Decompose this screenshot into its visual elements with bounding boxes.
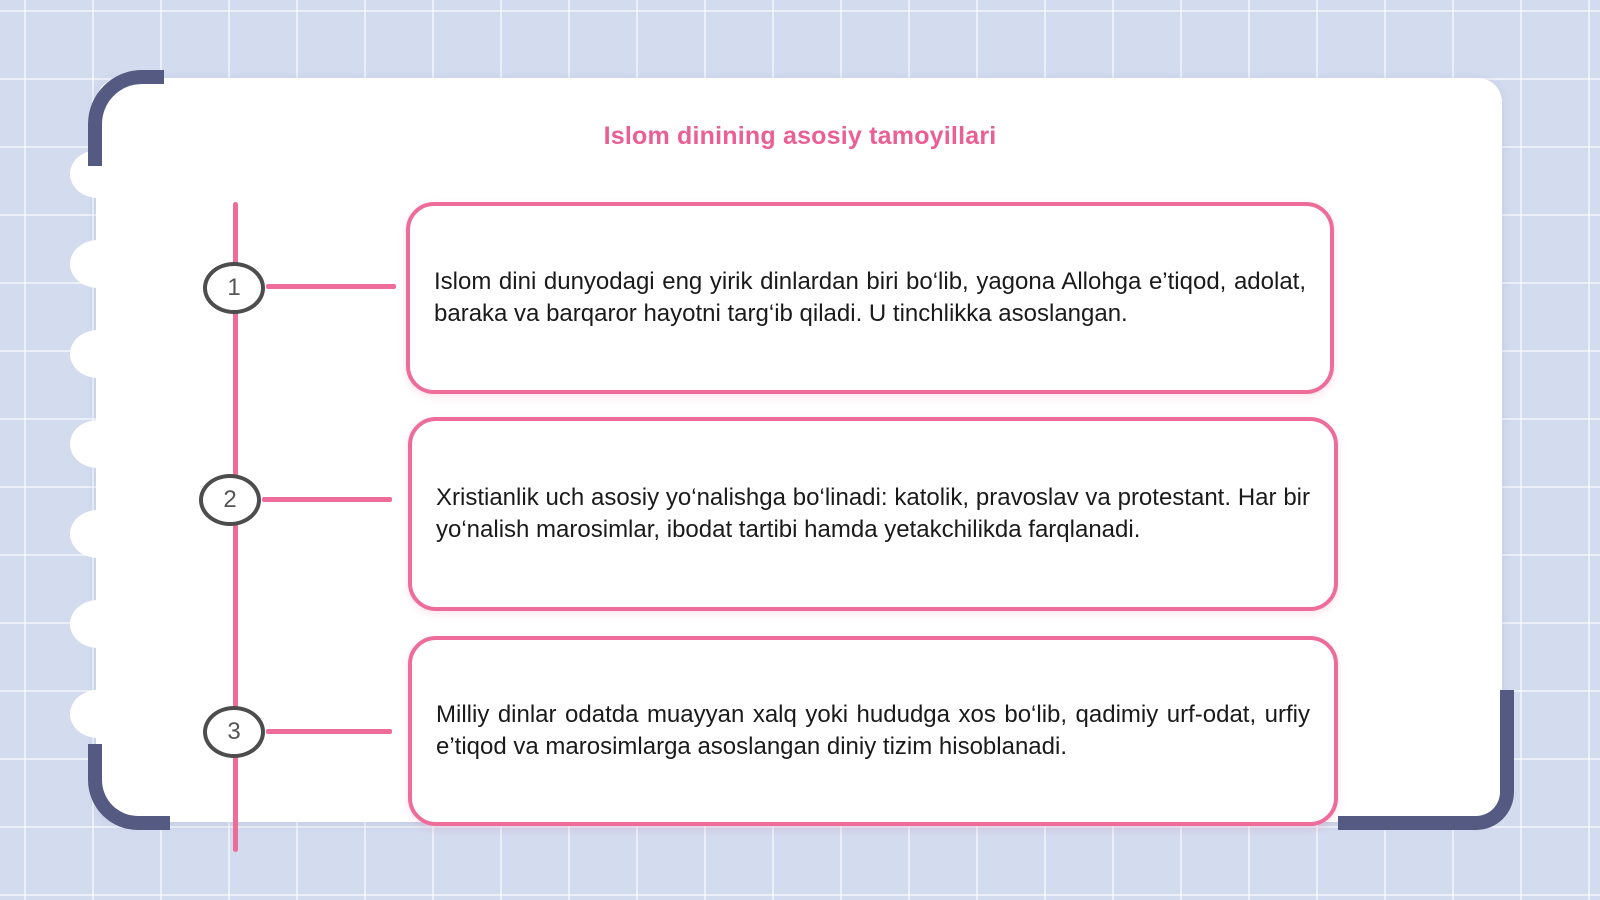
corner-bracket-bottom-right	[1338, 690, 1514, 830]
step-number-2: 2	[199, 474, 261, 526]
principle-text-3: Milliy dinlar odatda muayyan xalq yoki hududga xos bo‘lib, qadimiy urf-odat, urfiy e’tiqod va marosimlarga asoslangan diniy tizim hisoblanadi.	[436, 701, 1310, 760]
corner-bracket-top-left	[88, 70, 164, 166]
paper-scallop	[70, 330, 126, 378]
timeline-connector-2	[262, 497, 392, 502]
principle-card-2	[408, 417, 1338, 611]
timeline-connector-3	[266, 729, 392, 734]
step-number-1: 1	[203, 262, 265, 314]
principle-card-1	[406, 202, 1334, 394]
principle-card-3	[408, 636, 1338, 826]
slide-title: Islom dinining asosiy tamoyillari	[603, 122, 997, 150]
corner-bracket-bottom-left	[88, 744, 170, 830]
paper-scallop	[70, 510, 126, 558]
paper-scallop	[70, 240, 126, 288]
paper-scallop	[70, 600, 126, 648]
paper-scallop	[70, 420, 126, 468]
step-number-3: 3	[203, 706, 265, 758]
principle-text-2: Xristianlik uch asosiy yo‘nalishga bo‘linadi: katolik, pravoslav va protestant. Har bir yo‘nalish marosimlar, ibodat tartibi hamda yetakchilikda farqlanadi.	[436, 484, 1310, 543]
principle-text-1: Islom dini dunyodagi eng yirik dinlardan biri bo‘lib, yagona Allohga e’tiqod, adolat, baraka va barqaror hayotni targ‘ib qiladi. U tinchlikka asoslangan.	[434, 268, 1306, 327]
paper-scallop	[70, 690, 126, 738]
timeline-connector-1	[266, 284, 396, 289]
